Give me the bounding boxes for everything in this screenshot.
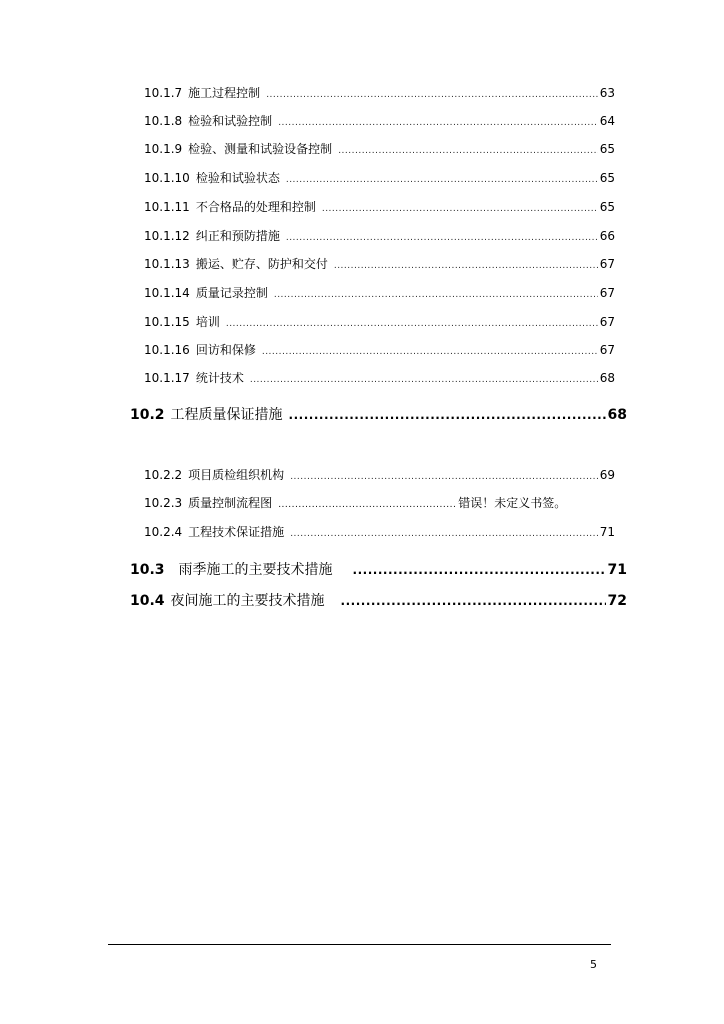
toc-section-10-3[interactable] <box>130 559 627 579</box>
toc-entry-title: 工程技术保证措施 <box>188 525 285 539</box>
toc-entry-number: 10.1.15 <box>144 315 190 329</box>
toc-entry-number: 10.1.16 <box>144 343 190 357</box>
toc-section-page: 68 <box>607 407 627 423</box>
toc-entry-page: 71 <box>599 525 615 539</box>
toc-entry[interactable] <box>144 369 615 385</box>
dot-leader <box>226 319 598 329</box>
toc-entry-number: 10.1.9 <box>144 142 183 156</box>
toc-section-number: 10.2 <box>130 407 165 423</box>
toc-entry-title: 检验和试验状态 <box>195 171 280 185</box>
toc-entry-number: 10.1.11 <box>144 200 190 214</box>
toc-entry-title: 不合格品的处理和控制 <box>195 200 316 214</box>
toc-entry-number: 10.1.13 <box>144 257 190 271</box>
toc-entry-number: 10.2.3 <box>144 496 183 510</box>
toc-entry-number: 10.1.12 <box>144 229 190 243</box>
toc-section-page: 71 <box>607 562 627 578</box>
toc-entry[interactable] <box>144 466 615 482</box>
toc-entry-page: 65 <box>599 200 615 214</box>
dot-leader <box>290 472 598 482</box>
toc-entry-title: 质量控制流程图 <box>188 496 273 510</box>
toc-entry-title: 质量记录控制 <box>195 286 268 300</box>
dot-leader <box>289 408 606 422</box>
toc-entry-title: 回访和保修 <box>195 343 256 357</box>
toc-entry-page: 63 <box>599 86 615 100</box>
dot-leader <box>334 261 598 271</box>
toc-entry-title: 搬运、贮存、防护和交付 <box>195 257 328 271</box>
toc-section-number: 10.4 <box>130 593 165 609</box>
dot-leader <box>341 594 606 608</box>
dot-leader <box>250 375 598 385</box>
dot-leader <box>274 290 598 300</box>
toc-entry[interactable] <box>144 198 615 214</box>
toc-section-title: 夜间施工的主要技术措施 <box>170 593 325 609</box>
toc-entry-title: 检验和试验控制 <box>188 114 273 128</box>
bookmark-error-text: 错误！未定义书签。 <box>458 496 567 510</box>
toc-entry-title: 项目质检组织机构 <box>188 468 285 482</box>
toc-section-title: 工程质量保证措施 <box>170 407 283 423</box>
toc-section-title: 雨季施工的主要技术措施 <box>178 562 333 578</box>
toc-entry-page: 65 <box>599 171 615 185</box>
toc-entry-number: 10.1.8 <box>144 114 183 128</box>
toc-entry-title: 统计技术 <box>195 371 244 385</box>
dot-leader <box>278 500 456 510</box>
dot-leader <box>322 204 598 214</box>
toc-entry-title: 施工过程控制 <box>188 86 261 100</box>
toc-section-number: 10.3 <box>130 562 165 578</box>
toc-entry-page: 69 <box>599 468 615 482</box>
toc-entry-page: 64 <box>599 114 615 128</box>
toc-entry-title: 纠正和预防措施 <box>195 229 280 243</box>
toc-entry-number: 10.2.2 <box>144 468 183 482</box>
toc-entry-number: 10.1.10 <box>144 171 190 185</box>
dot-leader <box>290 529 598 539</box>
dot-leader <box>262 347 598 357</box>
dot-leader <box>278 118 598 128</box>
toc-entry-number: 10.1.17 <box>144 371 190 385</box>
toc-entry-title: 培训 <box>195 315 220 329</box>
dot-leader <box>338 146 598 156</box>
page-number: 5 <box>590 958 597 971</box>
toc-entry[interactable] <box>144 284 615 300</box>
dot-leader <box>266 90 598 100</box>
toc-entry-page: 67 <box>599 315 615 329</box>
toc-entry-page: 68 <box>599 371 615 385</box>
toc-entry[interactable] <box>144 313 615 329</box>
toc-entry-page: 67 <box>599 257 615 271</box>
toc-entry-bookmark-error[interactable] <box>144 494 615 511</box>
toc-section-page: 72 <box>607 593 627 609</box>
toc-entry[interactable] <box>144 255 615 271</box>
toc-entry-page: 67 <box>599 286 615 300</box>
dot-leader <box>353 563 606 577</box>
toc-section-10-4[interactable] <box>130 590 627 610</box>
toc-entry[interactable] <box>144 140 615 156</box>
footer-divider <box>108 944 611 945</box>
toc-entry[interactable] <box>144 84 615 100</box>
toc-entry[interactable] <box>144 341 615 357</box>
toc-entry[interactable] <box>144 169 615 185</box>
toc-entry-page: 65 <box>599 142 615 156</box>
dot-leader <box>286 175 598 185</box>
toc-section-10-2[interactable] <box>130 404 627 424</box>
toc-entry[interactable] <box>144 112 615 128</box>
toc-entry-number: 10.1.7 <box>144 86 183 100</box>
toc-entry[interactable] <box>144 523 615 539</box>
toc-entry-page: 67 <box>599 343 615 357</box>
toc-entry-title: 检验、测量和试验设备控制 <box>188 142 333 156</box>
toc-entry-page: 66 <box>599 229 615 243</box>
dot-leader <box>286 233 598 243</box>
toc-entry-number: 10.2.4 <box>144 525 183 539</box>
toc-entry-number: 10.1.14 <box>144 286 190 300</box>
toc-entry[interactable] <box>144 227 615 243</box>
